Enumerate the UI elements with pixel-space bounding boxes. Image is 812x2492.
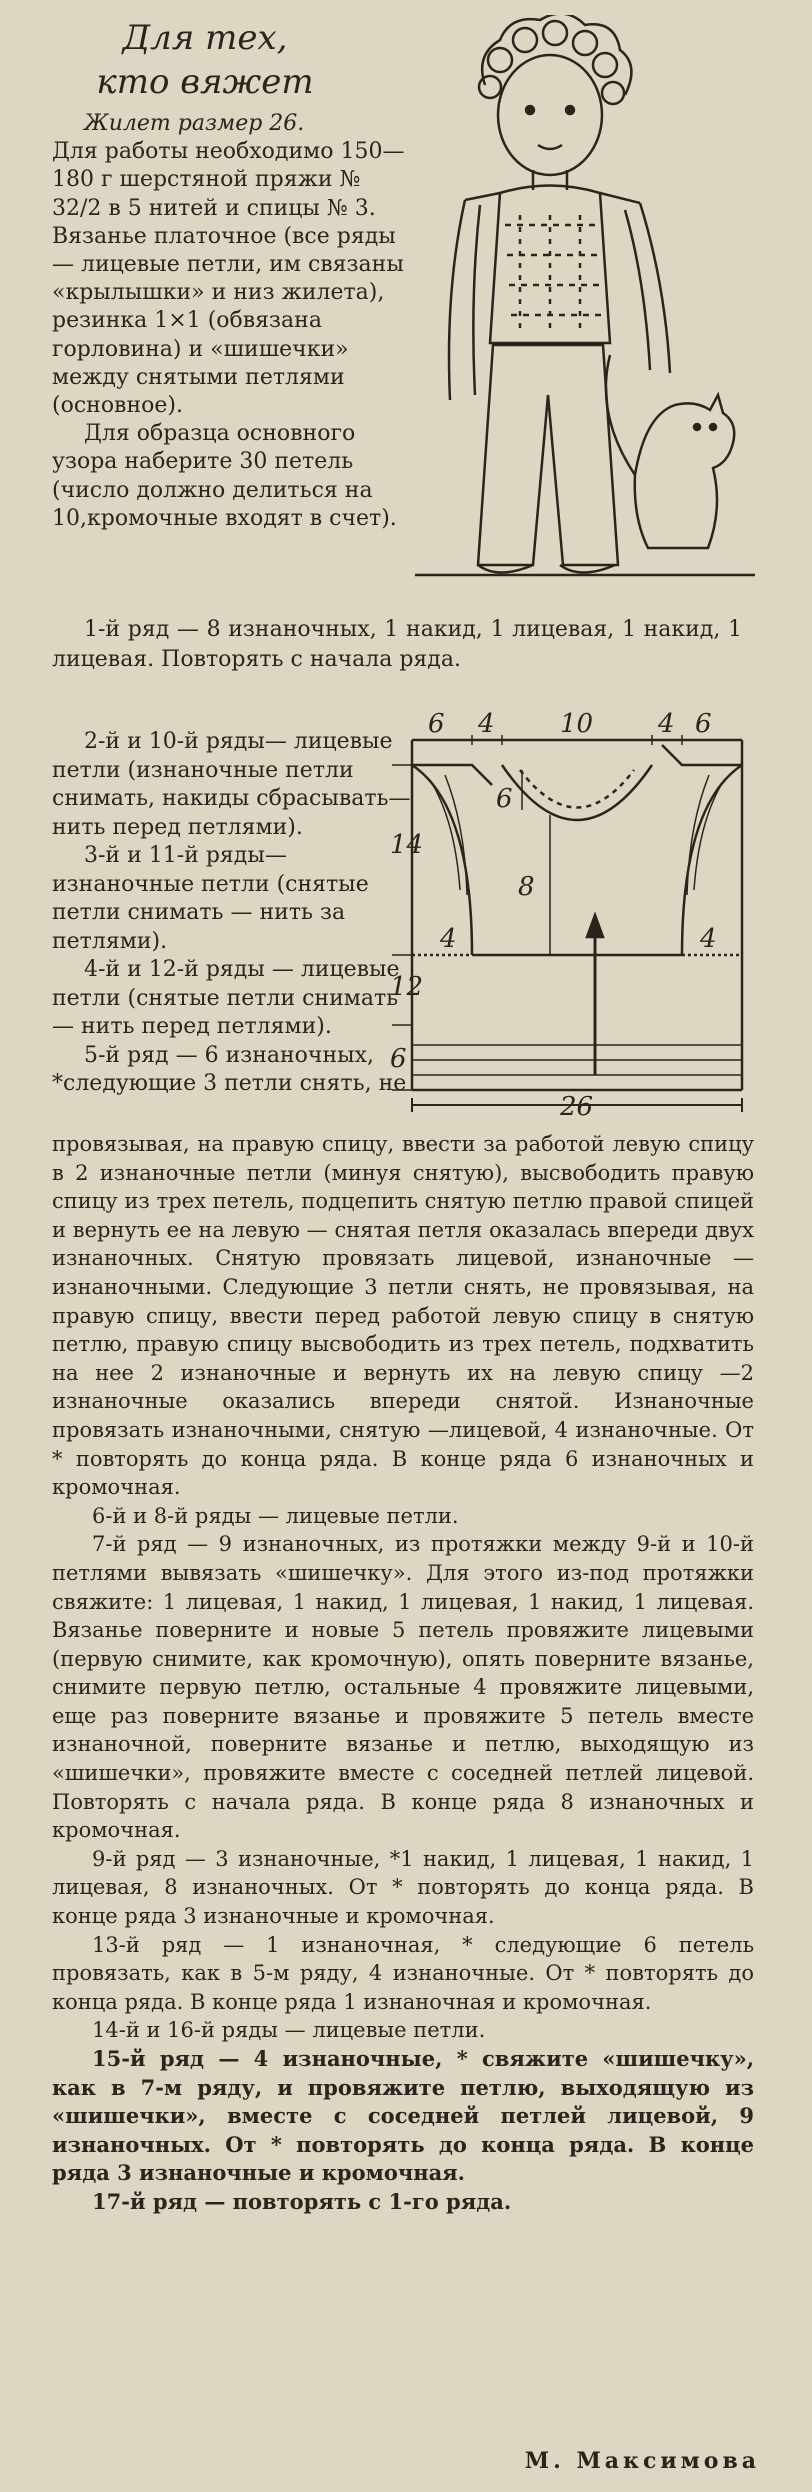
heading-line-2: кто вяжет	[96, 62, 314, 102]
row-4-text: 4-й и 12-й ряды — лицевые петли (снятые петли снимать — нить перед петлями).	[52, 957, 400, 1039]
row-7-text: 7-й ряд — 9 изнаночных, из протяжки между 9-й и 10-й петлями вывязать «шишечку». Для этого из-под протяжки свяжите: 1 лицевая, 1 накид, 1 лицевая, 1 накид, 1 лицевая. Вязанье поверните и новые 5 петель провяжите лицевыми (первую снимите, как кромочную), опять поверните вязанье, снимите первую петлю, остальные 4 провяжите лицевыми, еще раз поверните вязанье и провяжите 5 петель вместе изнаночной, поверните вязанье и петлю, выходящую из «шишечки», провяжите вместе с соседней петлей лицевой. Повторять с начала ряда. В конце ряда 8 изнаночных и кромочная.	[52, 1532, 754, 1843]
dim-top-6a: 6	[428, 709, 445, 739]
row-2-text: 2-й и 10-й ряды— лицевые петли (изнаночные петли снимать, накиды сбрасывать—нить перед петлями).	[52, 729, 411, 840]
dim-side-12: 12	[390, 972, 424, 1002]
main-instructions	[52, 1130, 754, 2217]
row-13-text: 13-й ряд — 1 изнаночная, * следующие 6 петель провязать, как в 5-м ряду, 4 изнаночные. От * повторять до конца ряда. В конце ряда 1 изнаночная и кромочная.	[52, 1932, 754, 2014]
dim-side-6: 6	[390, 1044, 407, 1074]
row-15-text: 15-й ряд — 4 изнаночные, * свяжите «шишечку», как в 7-м ряду, и провяжите петлю, выходящую из «шишечки», вместе с соседней петлей лицевой, 9 изнаночных. От * повторять до конца ряда. В конце ряда 3 изнаночные и кромочная.	[52, 2046, 754, 2186]
vest-size-title: Жилет размер 26.	[84, 111, 305, 136]
dim-top-6b: 6	[695, 709, 712, 739]
rows-2-5-block	[52, 728, 414, 1099]
dim-top-4b: 4	[658, 709, 675, 739]
row-3-text: 3-й и 11-й ряды—изнаночные петли (снятые петли снимать — нить за петлями).	[52, 843, 369, 954]
row-14-text: 14-й и 16-й ряды — лицевые петли.	[92, 2018, 486, 2043]
sample-text: Для образца основного узора наберите 30 петель (число должно делиться на 10,кромочные входят в счет).	[52, 421, 397, 531]
row-5-text-start: 5-й ряд — 6 изнаночных, *следующие 3 петли снять, не	[52, 1042, 407, 1096]
author-signature: М. Максимова	[524, 2448, 760, 2474]
intro-block	[52, 110, 412, 533]
dim-neck-6: 6	[496, 784, 513, 814]
row-6-text: 6-й и 8-й ряды — лицевые петли.	[92, 1503, 459, 1528]
dim-bottom-26: 26	[560, 1092, 594, 1122]
materials-text: Для работы необходимо 150—180 г шерстяной пряжи № 32/2 в 5 нитей и спицы № 3. Вязанье платочное (все ряды — лицевые петли, им связаны «крылышки» и низ жилета), резинка 1×1 (обвязана горловина) и «шишечки» между снятыми петлями (основное).	[52, 139, 405, 419]
heading-line-1: Для тех,	[122, 18, 288, 58]
vest-pattern-diagram	[390, 705, 770, 1125]
row-5-text-cont: провязывая, на правую спицу, ввести за работой левую спицу в 2 изнаночные петли (минуя снятую), высвободить правую спицу из трех петель, подцепить снятую петлю правой спицей и вернуть ее на левую — снятая петля оказалась впереди двух изнаночных. Снятую провязать лицевой, изнаночные — изнаночными. Следующие 3 петли снять, не провязывая, на правую спицу, ввести перед работой левую спицу в снятую петлю, правую спицу высвободить из трех петель, подхватить на нее 2 изнаночные и вернуть их на левую спицу —2 изнаночные оказались впереди снятой. Изнаночные провязать изнаночными, снятую —лицевой, 4 изнаночные. От * повторять до конца ряда. В конце ряда 6 изнаночных и кромочная.	[52, 1132, 754, 1500]
column-heading	[80, 16, 330, 104]
row-9-text: 9-й ряд — 3 изнаночные, *1 накид, 1 лицевая, 1 накид, 1 лицевая, 8 изнаночных. От * повторять до конца ряда. В конце ряда 3 изнаночные и кромочная.	[52, 1846, 754, 1929]
dim-top-10: 10	[560, 709, 594, 739]
dim-side-8: 8	[518, 872, 535, 902]
dim-top-4a: 4	[478, 709, 495, 739]
boy-with-cat-illustration	[405, 15, 765, 600]
row-17-text: 17-й ряд — повторять с 1-го ряда.	[92, 2188, 512, 2214]
row-1-block	[52, 615, 742, 675]
dim-left-4: 4	[440, 924, 457, 954]
row-1-text: 1-й ряд — 8 изнаночных, 1 накид, 1 лицевая, 1 накид, 1 лицевая. Повторять с начала ряда.	[52, 617, 742, 672]
dim-side-14: 14	[390, 830, 424, 860]
dim-right-4: 4	[700, 924, 717, 954]
